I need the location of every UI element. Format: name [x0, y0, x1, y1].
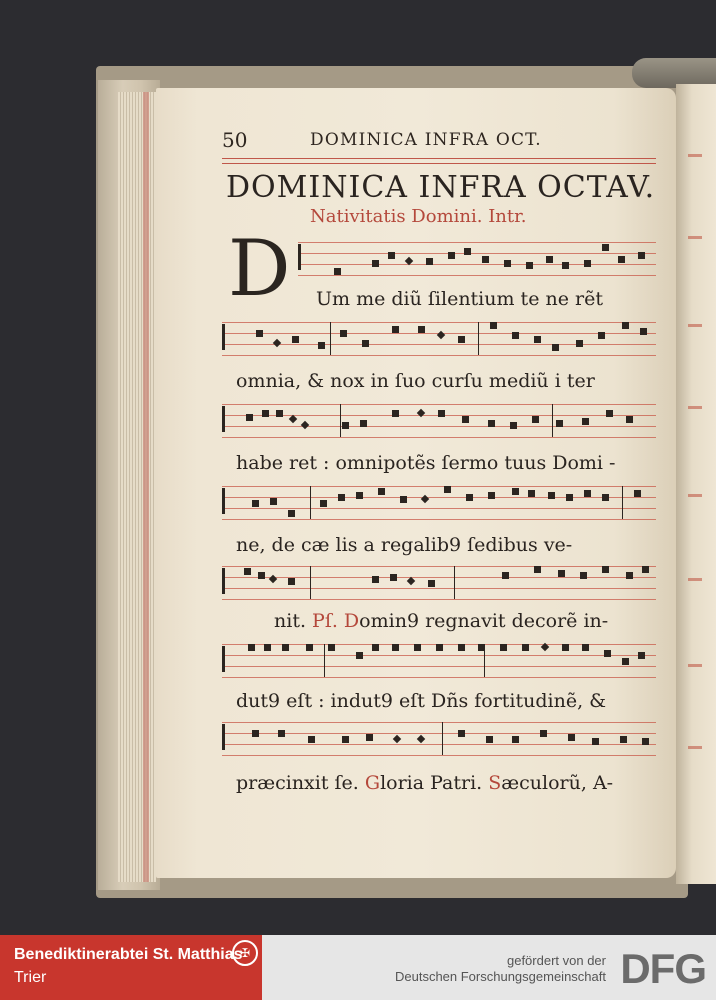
red-page-edge — [143, 92, 149, 882]
lyric-line-5 — [274, 610, 608, 632]
music-staff-4 — [222, 486, 656, 520]
lyric-line-2: omnia, & nox in ſuo curſu mediũ i ter — [236, 370, 595, 392]
music-staff-6 — [222, 644, 656, 678]
lyric-text: nit. — [274, 610, 313, 632]
page-subtitle: Nativitatis Domini. Intr. — [310, 206, 527, 227]
rubric: Pſ. D — [312, 610, 360, 632]
funding-line-2: Deutschen Forschungsgemeinschaft — [394, 969, 606, 984]
page-leaves — [118, 92, 156, 882]
lyric-line-3: habe ret : omnipotẽs ſermo tuus Domi - — [236, 452, 616, 474]
institution-panel[interactable] — [0, 935, 262, 1000]
page-number: 50 — [222, 128, 248, 152]
running-head: DOMINICA INFRA OCT. — [310, 130, 542, 150]
music-staff-5 — [222, 566, 656, 600]
music-staff-7 — [222, 722, 656, 756]
lyric-text: omin9 regnavit decorẽ in- — [359, 610, 609, 632]
header-rule-top — [222, 158, 656, 159]
institution-city: Trier — [14, 969, 47, 986]
dfg-logo[interactable]: DFG — [620, 945, 706, 992]
rubric: G — [364, 772, 381, 794]
facing-page — [676, 84, 716, 884]
funding-panel — [262, 935, 716, 1000]
music-staff-1 — [298, 242, 656, 276]
institution-name: Benediktinerabtei St. Matthias — [14, 946, 243, 963]
lyric-line-7 — [236, 772, 613, 794]
page-header — [222, 128, 662, 154]
funding-line-1: gefördert von der — [506, 953, 606, 968]
lyric-text: æculorũ, A- — [501, 772, 614, 794]
lyric-text: præcinxit ſe. — [236, 772, 365, 794]
lyric-line-6: dut9 eſt : indut9 eſt Dñs fortitudinẽ, & — [236, 690, 607, 712]
music-staff-2 — [222, 322, 656, 356]
lyric-text: loria Patri. — [380, 772, 489, 794]
initial-letter: D — [228, 224, 291, 314]
page-title: DOMINICA INFRA OCTAV. — [226, 170, 656, 205]
music-staff-3 — [222, 404, 656, 438]
footer-bar — [0, 935, 716, 1000]
header-rule-bottom — [222, 163, 656, 164]
lyric-line-1: Um me diũ ſilentium te ne rẽt — [316, 288, 603, 310]
rubric: S — [488, 772, 502, 794]
abbey-logo-icon: ✠ — [232, 940, 258, 966]
lyric-line-4: ne, de cæ lis a regalib9 ſedibus ve- — [236, 534, 573, 556]
